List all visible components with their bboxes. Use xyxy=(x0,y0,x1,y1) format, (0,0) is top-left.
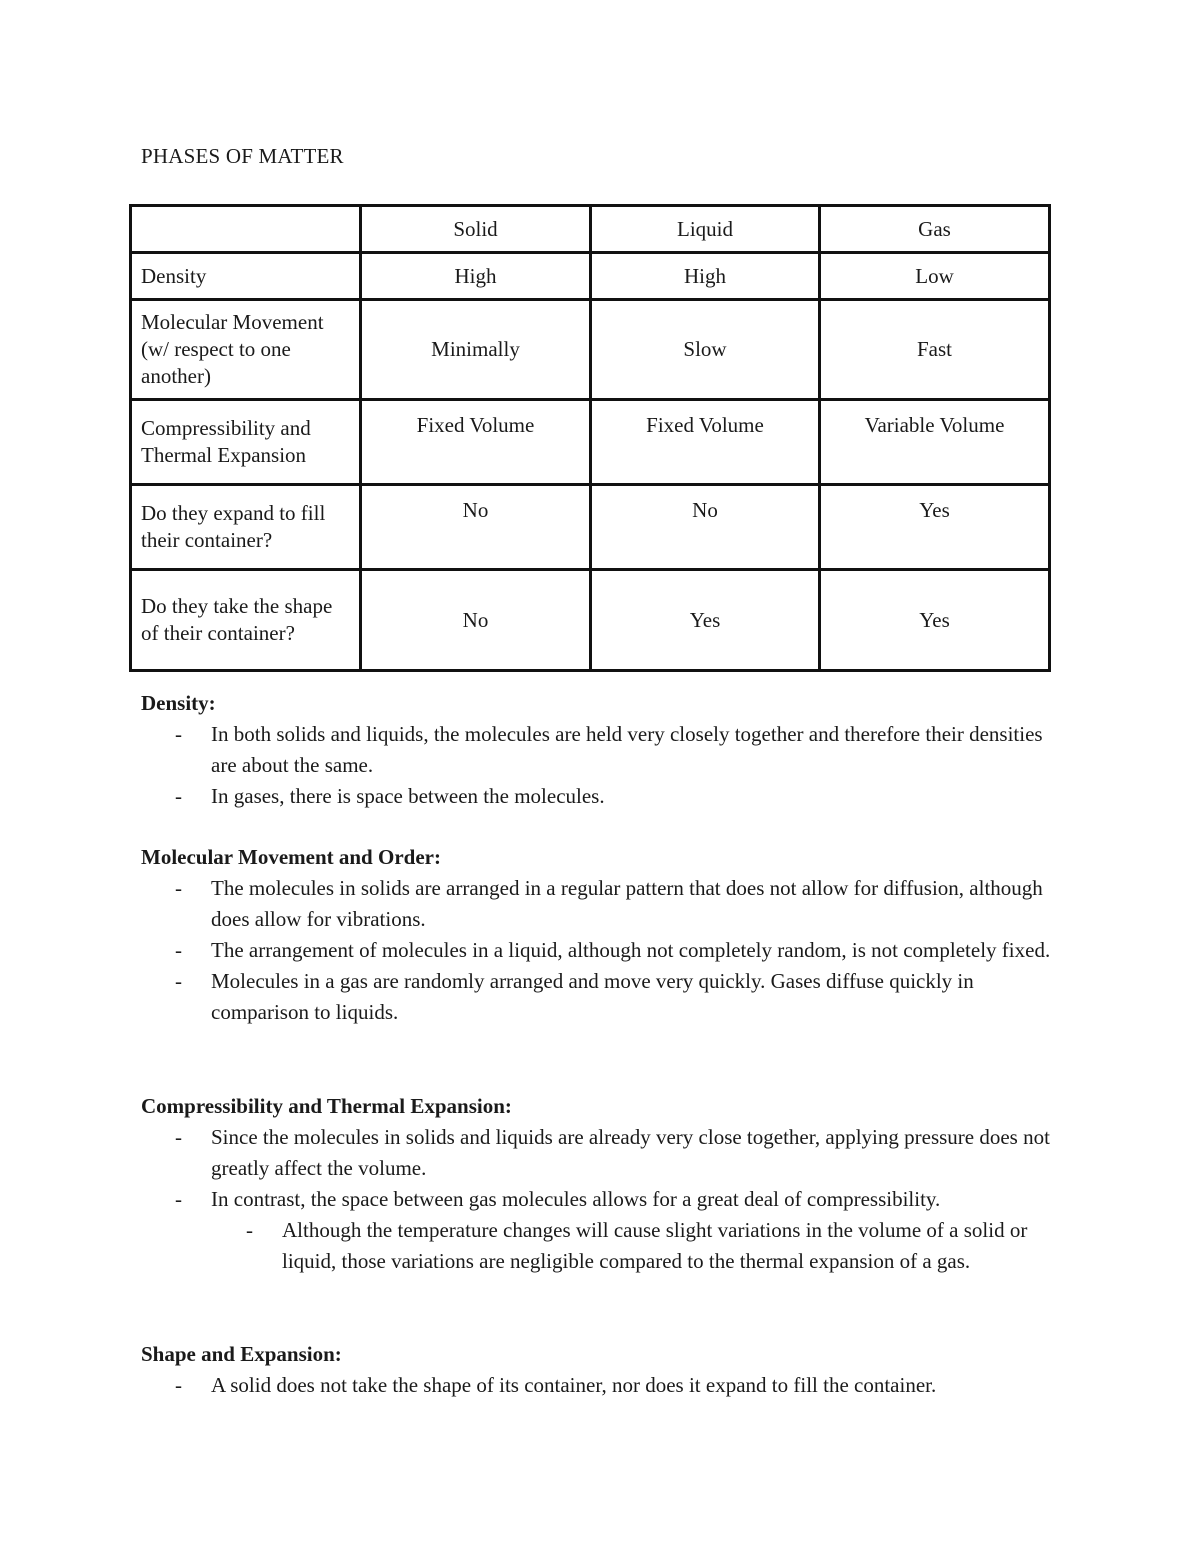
table-header-row xyxy=(131,206,1050,253)
bullet-list xyxy=(141,719,1071,812)
table-cell: Variable Volume xyxy=(820,400,1050,485)
list-item xyxy=(141,1122,1071,1184)
density-section xyxy=(141,688,1071,812)
sub-list-item xyxy=(141,1215,1071,1277)
table-row xyxy=(131,300,1050,400)
table-row xyxy=(131,253,1050,300)
bullet-list xyxy=(141,1122,1071,1277)
header-cell-empty xyxy=(131,206,361,253)
bullet-list xyxy=(141,1370,1071,1401)
table-row xyxy=(131,485,1050,570)
table-cell: Fixed Volume xyxy=(361,400,591,485)
dash-bullet: - xyxy=(175,784,182,808)
table-cell: No xyxy=(361,485,591,570)
table-cell: Fixed Volume xyxy=(591,400,820,485)
list-item-text: In both solids and liquids, the molecules are held very closely together and therefore their densities are about the same. xyxy=(211,722,1043,777)
table-cell: High xyxy=(591,253,820,300)
table-cell: Yes xyxy=(820,485,1050,570)
shape-expansion-section xyxy=(141,1339,1071,1401)
list-item xyxy=(141,966,1071,1028)
list-item-text: Molecules in a gas are randomly arranged and move very quickly. Gases diffuse quickly in comparison to liquids. xyxy=(211,969,974,1024)
dash-bullet: - xyxy=(175,1187,182,1211)
section-heading: Compressibility and Thermal Expansion: xyxy=(141,1094,512,1118)
table-cell: High xyxy=(361,253,591,300)
table-cell: No xyxy=(361,570,591,671)
section-heading: Density: xyxy=(141,691,216,715)
row-label: Density xyxy=(131,253,361,300)
header-cell-gas: Gas xyxy=(820,206,1050,253)
header-cell-solid: Solid xyxy=(361,206,591,253)
phases-table xyxy=(129,204,1051,672)
row-label: Do they expand to fill their container? xyxy=(131,485,361,570)
list-item xyxy=(141,1184,1071,1215)
section-heading: Shape and Expansion: xyxy=(141,1342,342,1366)
table-cell: Low xyxy=(820,253,1050,300)
dash-bullet: - xyxy=(175,969,182,993)
dash-bullet: - xyxy=(246,1218,253,1242)
table-cell: Yes xyxy=(820,570,1050,671)
list-item-text: In contrast, the space between gas molecules allows for a great deal of compressibility. xyxy=(211,1187,941,1211)
header-cell-liquid: Liquid xyxy=(591,206,820,253)
dash-bullet: - xyxy=(175,1373,182,1397)
dash-bullet: - xyxy=(175,876,182,900)
list-item-text: Since the molecules in solids and liquids are already very close together, applying pressure does not greatly affect the volume. xyxy=(211,1125,1050,1180)
compressibility-section xyxy=(141,1091,1071,1277)
molecular-movement-section xyxy=(141,842,1071,1028)
row-label: Molecular Movement (w/ respect to one another) xyxy=(131,300,361,400)
section-heading: Molecular Movement and Order: xyxy=(141,845,441,869)
table-row xyxy=(131,570,1050,671)
table-cell: Slow xyxy=(591,300,820,400)
list-item-text: The arrangement of molecules in a liquid, although not completely random, is not completely fixed. xyxy=(211,938,1051,962)
list-item xyxy=(141,1370,1071,1401)
list-item-text: The molecules in solids are arranged in a regular pattern that does not allow for diffusion, although does allow for vibrations. xyxy=(211,876,1043,931)
row-label: Do they take the shape of their container? xyxy=(131,570,361,671)
list-item xyxy=(141,873,1071,935)
table-cell: Minimally xyxy=(361,300,591,400)
list-item xyxy=(141,719,1071,781)
table-cell: Fast xyxy=(820,300,1050,400)
list-item-text: Although the temperature changes will cause slight variations in the volume of a solid or liquid, those variations are negligible compared to the thermal expansion of a gas. xyxy=(282,1218,1028,1273)
row-label: Compressibility and Thermal Expansion xyxy=(131,400,361,485)
list-item-text: A solid does not take the shape of its container, nor does it expand to fill the container. xyxy=(211,1373,937,1397)
dash-bullet: - xyxy=(175,1125,182,1149)
list-item xyxy=(141,781,1071,812)
dash-bullet: - xyxy=(175,938,182,962)
table-row xyxy=(131,400,1050,485)
list-item xyxy=(141,935,1071,966)
table-cell: No xyxy=(591,485,820,570)
bullet-list xyxy=(141,873,1071,1028)
document-title: PHASES OF MATTER xyxy=(141,144,344,168)
list-item-text: In gases, there is space between the molecules. xyxy=(211,784,605,808)
dash-bullet: - xyxy=(175,722,182,746)
table-cell: Yes xyxy=(591,570,820,671)
